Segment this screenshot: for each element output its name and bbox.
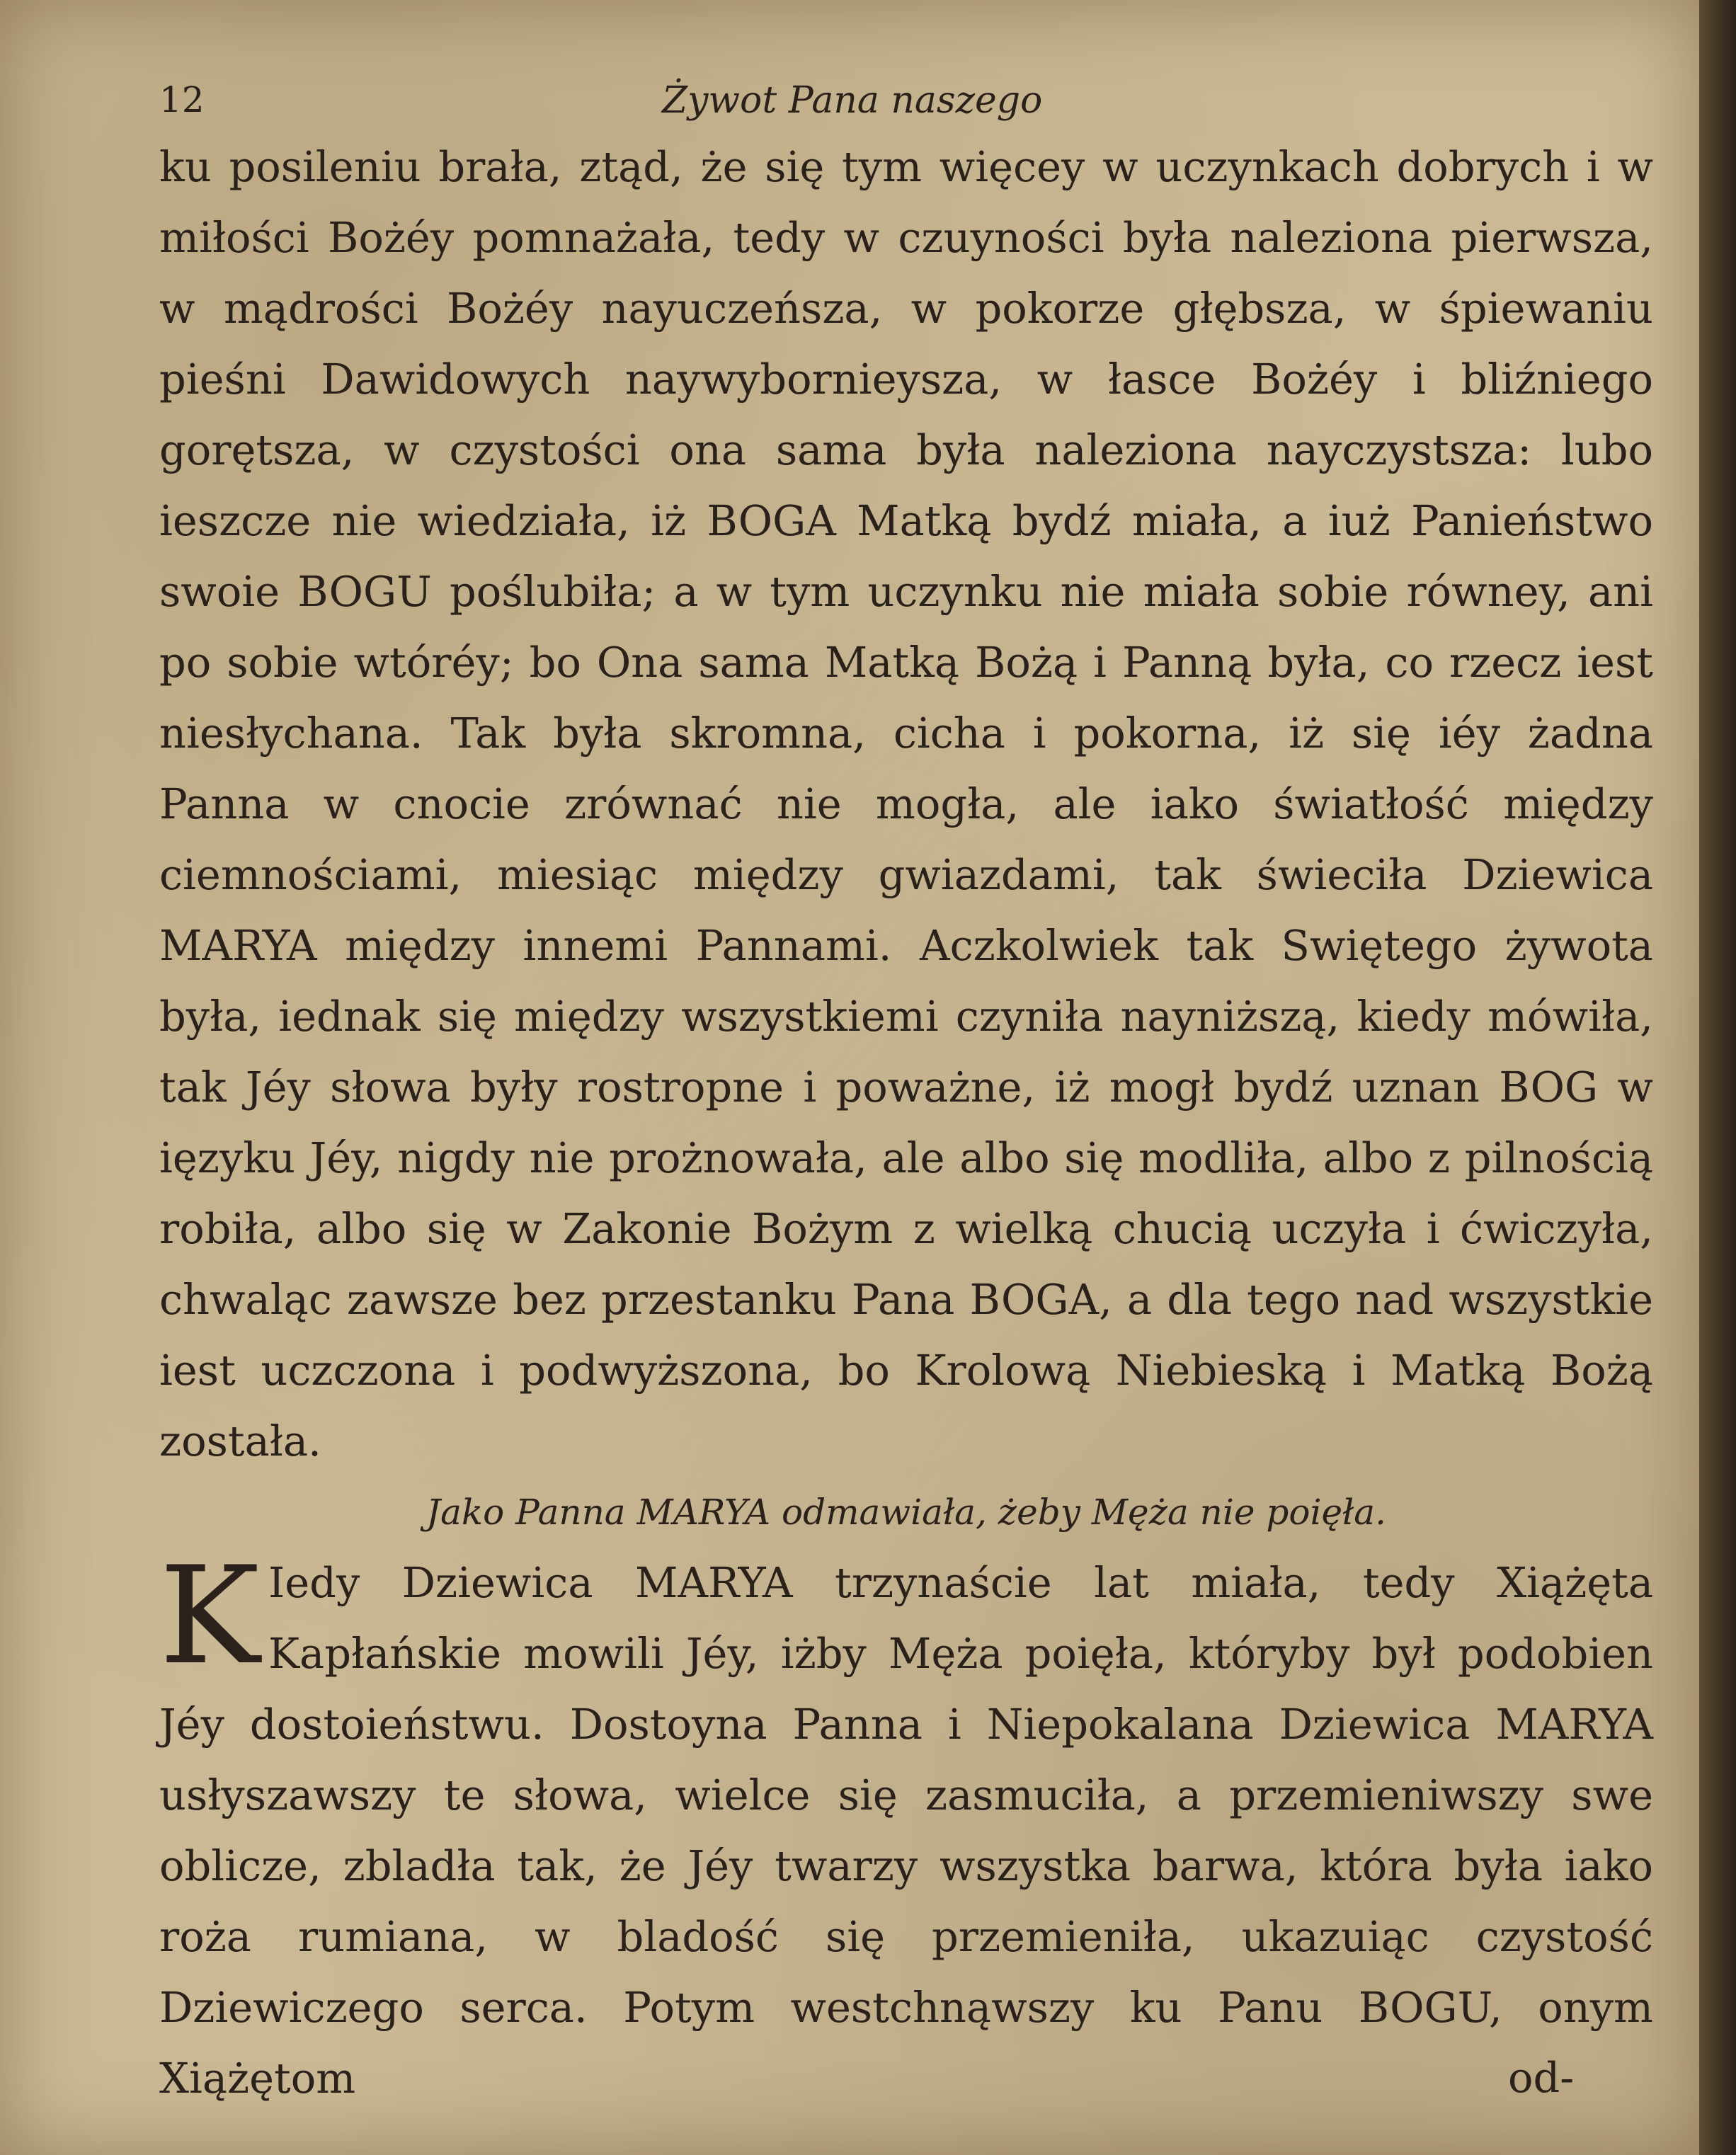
page-number: 12 xyxy=(159,79,205,120)
paragraph-2-text: Iedy Dziewica MARYA trzynaście lat miała, tedy Xiążęta Kapłańskie mowili Jéy, iżby Męża poięła, któryby był podobien Jéy dostoieństwu. Dostoyna Panna i Niepokalana Dziewica MARYA usłyszawszy te słowa, wielce się zasmuciła, a przemieniwszy swe oblicze, zbladła tak, że Jéy twarzy wszystka barwa, która była iako roża rumiana, w bladość się przemieniła, ukazuiąc czystość Dziewiczego serca. Potym westchnąwszy ku Panu BOGU, onym Xiążętom xyxy=(159,1558,1653,2103)
running-title: Żywot Pana naszego xyxy=(662,79,1043,122)
paragraph-1: ku posileniu brała, ztąd, że się tym więcey w uczynkach dobrych i w miłości Bożéy pomnażała, tedy w czuyności była naleziona pierwsza, w mądrości Bożéy nayuczeńsza, w pokorze głębsza, w śpiewaniu pieśni Dawidowych naywybornieysza, w łasce Bożéy i bliźniego gorętsza, w czystości ona sama była naleziona nayczystsza: lubo ieszcze nie wiedziała, iż BOGA Matką bydź miała, a iuż Panieństwo swoie BOGU poślubiła; a w tym uczynku nie miała sobie równey, ani po sobie wtóréy; bo Ona sama Matką Bożą i Panną była, co rzecz iest niesłychana. Tak była skromna, cicha i pokorna, iż się iéy żadna Panna w cnocie zrównać nie mogła, ale iako światłość między ciemnościami, miesiąc między gwiazdami, tak świeciła Dziewica MARYA między innemi Pannami. Aczkolwiek tak Swiętego żywota była, iednak się między wszystkiemi czyniła nayniższą, kiedy mówiła, tak Jéy słowa były rostropne i poważne, iż mogł bydź uznan BOG w ięzyku Jéy, nigdy nie prożnowała, ale albo się modliła, albo z pilnością robiła, albo się w Zakonie Bożym z wielką chucią uczyła i ćwiczyła, chwaląc zawsze bez przestanku Pana BOGA, a dla tego nad wszystkie iest uczczona i podwyższona, bo Krolową Niebieską i Matką Bożą została. xyxy=(159,142,1653,1465)
page-body xyxy=(159,132,1653,2114)
page-header xyxy=(159,79,1568,136)
drop-cap-initial: K xyxy=(159,1538,260,1694)
book-spine-edge xyxy=(1699,0,1736,2155)
paragraph-2 xyxy=(159,1538,1653,2114)
section-heading: Jako Panna MARYA odmawiała, żeby Męża nie poięła. xyxy=(426,1492,1386,1533)
catchword: od- xyxy=(1508,2053,1575,2102)
